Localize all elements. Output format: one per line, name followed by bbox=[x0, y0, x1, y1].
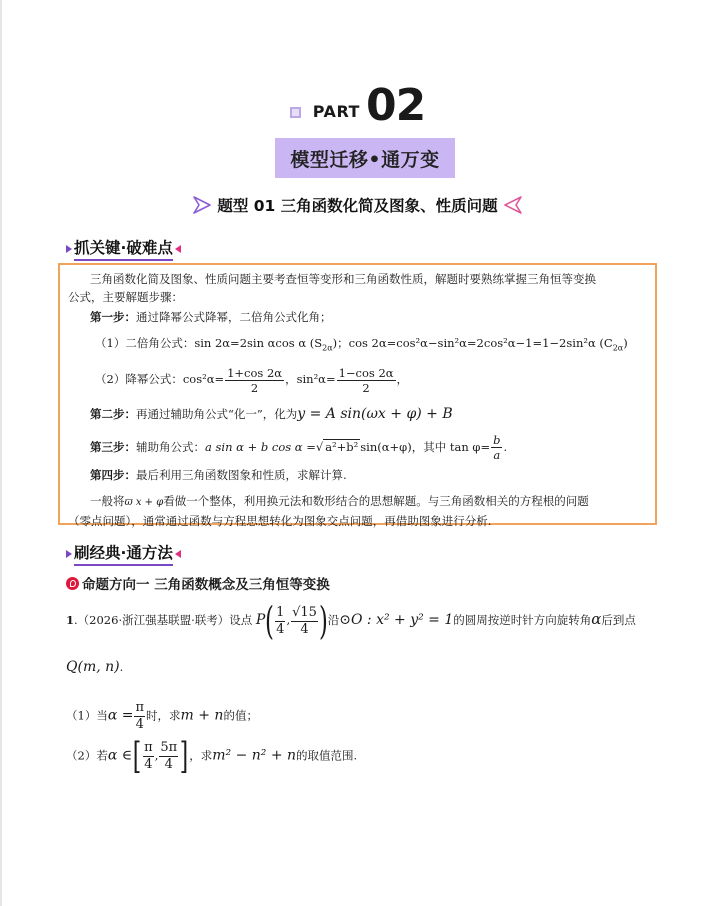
intro-line-1: 三角函数化简及图象、性质问题主要考查恒等变形和三角函数性质，解题时要熟练掌握三角恒等变换 bbox=[90, 272, 596, 286]
part-1-fraction bbox=[134, 700, 145, 733]
p-y-numerator: √15 bbox=[292, 604, 317, 620]
step-4 bbox=[68, 466, 647, 484]
problem-1-stem bbox=[66, 599, 636, 643]
left-paren: ( bbox=[265, 599, 275, 643]
cos2-denominator: 2 bbox=[250, 380, 259, 395]
part-1-expression: m + n bbox=[180, 707, 224, 724]
sin2-denominator: 2 bbox=[362, 380, 370, 395]
subsection-heading bbox=[66, 573, 330, 593]
p-x-denominator: 4 bbox=[276, 621, 285, 637]
arrow-right-icon bbox=[192, 195, 212, 215]
step-2-text: 再通过辅助角公式“化一”，化为 bbox=[136, 406, 298, 421]
p-comma: , bbox=[286, 613, 291, 627]
c2a-label: (C bbox=[599, 336, 613, 350]
section-heading-classic bbox=[66, 541, 181, 566]
part-2-upper-fraction bbox=[159, 740, 178, 773]
sin-squared: ，sin²α= bbox=[285, 372, 336, 387]
arrow-left-icon bbox=[503, 195, 523, 215]
p-x-fraction bbox=[275, 605, 285, 638]
section-heading-text: 抓关键·破难点 bbox=[74, 236, 173, 261]
part-2-expression: m² − n² + n bbox=[212, 747, 297, 764]
cos2-numerator: 1+cos 2α bbox=[227, 365, 283, 380]
step-3-text: 辅助角公式： bbox=[136, 439, 205, 454]
step-1-label: 第一步： bbox=[90, 310, 136, 324]
tan-numerator: b bbox=[493, 433, 501, 448]
section-heading-text: 刷经典·通方法 bbox=[74, 541, 173, 566]
triangle-left-icon bbox=[175, 550, 181, 558]
step-3-expression: a sin α + b cos α = bbox=[205, 439, 316, 454]
triangle-right-icon bbox=[66, 550, 72, 558]
sin2-end: ， bbox=[396, 372, 409, 387]
s2a-sub: 2α bbox=[322, 343, 333, 353]
part-number: 02 bbox=[365, 80, 426, 131]
tan-end: . bbox=[503, 439, 508, 454]
step-2-formula: y = A sin(ωx + φ) + B bbox=[297, 405, 453, 422]
closing-post: 看做一个整体，利用换元法和数形结合的思想解题。与三角函数相关的方程根的问题 bbox=[163, 494, 589, 509]
step-2-label: 第二步： bbox=[90, 406, 136, 421]
step-3: 第三步：辅助角公式：a sin α + b cos α =√ a²+b² sin(α+φ)，其中 tan φ= $\frac{b}{a}$ . bbox=[90, 433, 508, 463]
step-3-sqrt: a²+b² bbox=[325, 439, 359, 454]
part-2-comma: , bbox=[154, 748, 159, 763]
closing-variable: ϖ x + φ bbox=[124, 497, 164, 509]
power-reduction-formula bbox=[68, 364, 647, 395]
section-heading-key-points bbox=[66, 236, 181, 261]
step-2 bbox=[68, 401, 647, 427]
part-header bbox=[0, 80, 715, 131]
right-bracket: ] bbox=[179, 735, 189, 777]
tan-fraction bbox=[491, 433, 502, 462]
problem-1-point-q bbox=[66, 659, 123, 675]
double-angle-prefix: （1）二倍角公式： bbox=[95, 336, 195, 350]
part-1-prefix: （1）当 bbox=[66, 708, 108, 723]
part-word: PART bbox=[312, 102, 360, 121]
section-banner bbox=[275, 138, 455, 178]
step-4-text: 最后利用三角函数图象和性质，求解计算. bbox=[136, 468, 347, 483]
p-y-denominator: 4 bbox=[300, 621, 309, 637]
part-2-upper-numerator: 5π bbox=[160, 740, 178, 755]
type-title: 题型 01 三角函数化简及图象、性质问题 bbox=[217, 197, 498, 215]
triangle-left-icon bbox=[175, 245, 181, 253]
part-2-tail: ，求 bbox=[189, 748, 213, 763]
step-3-label: 第三步： bbox=[90, 439, 136, 454]
right-paren: ) bbox=[318, 599, 328, 643]
point-p: P bbox=[255, 612, 266, 628]
stem-end: 后到点 bbox=[601, 613, 636, 627]
circle-equation: ⊙O : x² + y² = 1 bbox=[339, 612, 454, 628]
part-2-lower-numerator: π bbox=[144, 740, 153, 755]
point-q: Q(m, n) bbox=[66, 659, 120, 675]
problem-1-part-2 bbox=[66, 735, 358, 777]
part-2-end: 的取值范围. bbox=[296, 748, 358, 763]
part-2-upper-denominator: 4 bbox=[164, 757, 173, 772]
q-end: . bbox=[119, 660, 124, 674]
banner-text: 模型迁移•通万变 bbox=[290, 148, 440, 171]
part-2-membership: α ∈ bbox=[107, 747, 133, 764]
sin2-fraction bbox=[337, 366, 396, 395]
type-heading bbox=[0, 194, 715, 216]
part-1-condition: α = bbox=[107, 707, 134, 724]
part-1-tail: 时，求 bbox=[146, 708, 181, 723]
closing-line-1 bbox=[68, 492, 647, 512]
c2a-sub: 2α bbox=[612, 343, 624, 353]
problem-number: 1 bbox=[66, 613, 75, 627]
part-1-denominator: 4 bbox=[135, 717, 144, 732]
double-angle-cos: cos 2α=cos²α−sin²α=2cos²α−1=1−2sin²α bbox=[348, 336, 596, 350]
part-2-prefix: （2）若 bbox=[66, 748, 108, 763]
part-2-lower-fraction bbox=[143, 740, 154, 773]
key-points-box bbox=[58, 263, 657, 529]
double-angle-formula bbox=[68, 334, 647, 357]
closing-line-2: （零点问题），通常通过函数与方程思想转化为图象交点问题，再借助图象进行分析. bbox=[68, 514, 492, 529]
alpha-symbol: α bbox=[591, 610, 602, 628]
step-4-label: 第四步： bbox=[90, 468, 136, 483]
problem-source: .（2026·浙江强基联盟·联考）设点 bbox=[74, 613, 253, 627]
left-bracket: [ bbox=[132, 735, 142, 777]
closing-pre: 一般将 bbox=[90, 494, 125, 509]
tan-denominator: a bbox=[493, 448, 501, 463]
part-1-end: 的值； bbox=[223, 708, 258, 723]
p-y-fraction bbox=[291, 605, 318, 638]
step-3-tail: sin(α+φ)，其中 tan φ= bbox=[360, 439, 491, 454]
sin2-numerator: 1−cos 2α bbox=[338, 365, 394, 380]
along-text: 沿 bbox=[327, 613, 340, 627]
cos-squared: cos²α= bbox=[182, 372, 225, 387]
s2a-label: (S bbox=[309, 336, 323, 350]
double-angle-sin: sin 2α=2sin αcos α bbox=[194, 336, 307, 350]
cos2-fraction bbox=[225, 366, 284, 395]
power-prefix: （2）降幂公式： bbox=[95, 372, 183, 387]
triangle-right-icon bbox=[66, 245, 72, 253]
step-1 bbox=[68, 308, 647, 326]
target-icon bbox=[66, 577, 79, 590]
intro-line-2: 公式，主要解题步骤： bbox=[68, 290, 183, 304]
stem-tail: 的圆周按逆时针方向旋转角 bbox=[453, 613, 592, 627]
step-1-text: 通过降幂公式降幂，二倍角公式化角； bbox=[136, 310, 332, 324]
s2a-close: )； bbox=[332, 336, 349, 350]
page-edge bbox=[0, 0, 2, 906]
subsection-title: 命题方向一 三角函数概念及三角恒等变换 bbox=[82, 577, 330, 593]
part-1-numerator: π bbox=[135, 700, 145, 715]
problem-1-part-1 bbox=[66, 700, 258, 733]
square-icon bbox=[290, 107, 301, 118]
p-x-numerator: 1 bbox=[276, 604, 285, 620]
c2a-close: ) bbox=[623, 336, 628, 350]
part-2-lower-denominator: 4 bbox=[144, 757, 153, 772]
